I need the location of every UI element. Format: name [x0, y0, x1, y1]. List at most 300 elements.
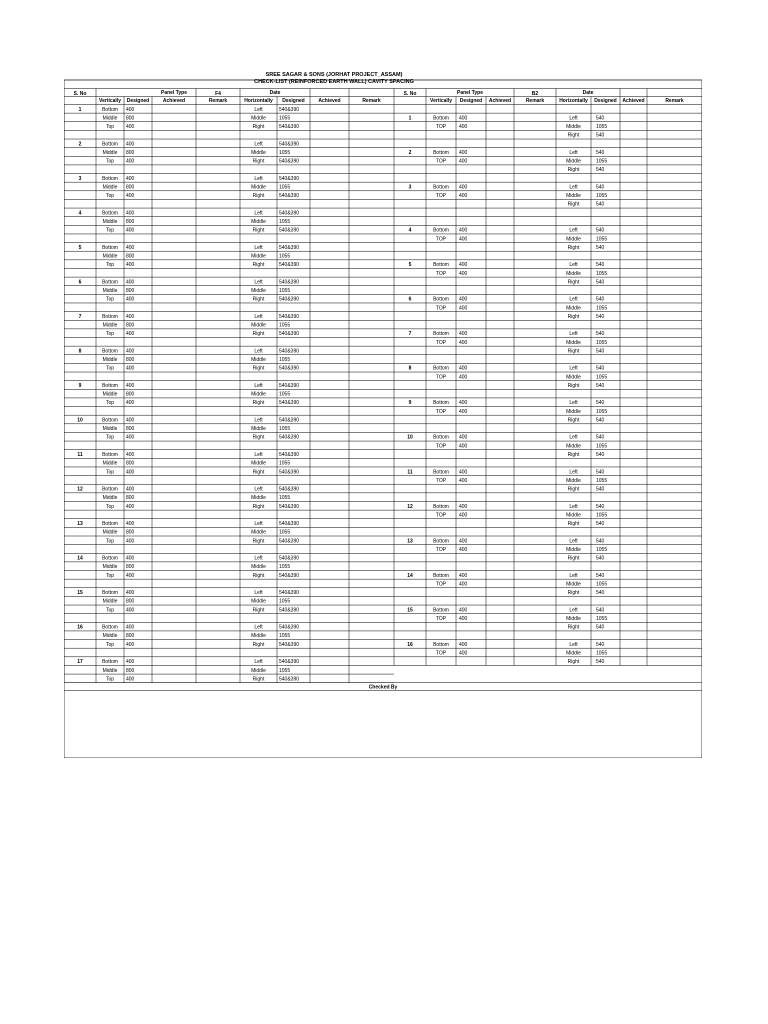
- header-remark: Remark: [665, 98, 684, 104]
- right-designed-value: 400: [459, 641, 468, 648]
- right-vertical-position: TOP: [435, 236, 447, 243]
- header-designed: Designed: [282, 98, 305, 104]
- right-designed-value: 1055: [596, 270, 608, 277]
- right-vertical-position: TOP: [435, 443, 447, 450]
- left-vertical-position: Bottom: [102, 141, 118, 148]
- right-sno: 5: [408, 262, 412, 269]
- left-vertical-position: Top: [105, 469, 115, 476]
- right-sno: 4: [408, 227, 412, 234]
- right-vertical-position: Bottom: [433, 400, 449, 407]
- left-designed-value: 800: [126, 495, 135, 502]
- right-designed-value: 540: [596, 227, 605, 234]
- right-designed-value: 1055: [596, 193, 608, 200]
- right-designed-value: 400: [459, 538, 468, 545]
- right-vertical-position: TOP: [435, 193, 447, 200]
- right-designed-value: 1055: [596, 443, 608, 450]
- left-designed-value: 400: [126, 210, 135, 217]
- left-designed-value: 400: [126, 244, 135, 251]
- right-designed-value: 400: [459, 158, 468, 165]
- left-sno: 17: [77, 659, 83, 666]
- right-sno: 11: [407, 469, 413, 476]
- right-designed-value: 540: [596, 590, 605, 597]
- left-designed-value: 1055: [279, 460, 291, 467]
- left-horizontal-position: Right: [252, 296, 265, 303]
- right-designed-value: 1055: [596, 615, 608, 622]
- left-designed-value: 400: [126, 486, 135, 493]
- left-designed-value: 1055: [279, 357, 291, 364]
- right-designed-value: 400: [459, 270, 468, 277]
- left-designed-value: 1055: [279, 495, 291, 502]
- right-horizontal-position: Right: [567, 348, 580, 355]
- right-horizontal-position: Right: [567, 521, 580, 528]
- checklist-sheet: [64, 70, 702, 758]
- right-designed-value: 540: [596, 132, 605, 139]
- right-vertical-position: TOP: [435, 408, 447, 415]
- left-sno: 12: [77, 486, 83, 493]
- right-designed-value: 540: [596, 201, 605, 208]
- left-horizontal-position: Left: [254, 624, 263, 631]
- right-horizontal-position: Middle: [566, 158, 581, 165]
- right-horizontal-position: Right: [567, 244, 580, 251]
- right-sno: 7: [408, 331, 412, 338]
- right-designed-value: 540: [596, 572, 605, 579]
- left-vertical-position: Bottom: [102, 521, 118, 528]
- right-designed-value: 540: [596, 607, 605, 614]
- left-designed-value: 540&390: [279, 158, 300, 165]
- right-designed-value: 400: [459, 477, 468, 484]
- left-designed-value: 800: [126, 253, 135, 260]
- right-designed-value: 540: [596, 244, 605, 251]
- right-designed-value: 1055: [596, 158, 608, 165]
- right-horizontal-position: Left: [569, 538, 578, 545]
- left-horizontal-position: Right: [252, 124, 265, 131]
- left-vertical-position: Middle: [102, 426, 118, 433]
- right-designed-value: 540: [596, 184, 605, 191]
- left-vertical-position: Bottom: [102, 452, 118, 458]
- left-horizontal-position: Middle: [251, 322, 266, 329]
- left-sno: 15: [77, 590, 83, 597]
- left-vertical-position: Top: [105, 158, 115, 165]
- right-sno: 12: [407, 503, 413, 510]
- left-designed-value: 400: [126, 262, 135, 269]
- left-horizontal-position: Right: [252, 193, 265, 200]
- right-horizontal-position: Left: [569, 227, 578, 234]
- right-designed-value: 1055: [596, 546, 608, 553]
- left-designed-value: 400: [126, 434, 135, 441]
- left-vertical-position: Middle: [102, 667, 118, 674]
- left-horizontal-position: Left: [254, 486, 263, 493]
- header-designed: Designed: [594, 98, 617, 104]
- right-vertical-position: TOP: [435, 339, 447, 346]
- left-designed-value: 400: [126, 365, 135, 372]
- left-designed-value: 540&390: [279, 503, 300, 510]
- left-vertical-position: Middle: [102, 115, 118, 122]
- left-designed-value: 1055: [279, 667, 291, 674]
- right-vertical-position: Bottom: [433, 538, 449, 545]
- left-vertical-position: Bottom: [102, 555, 118, 562]
- right-designed-value: 540: [596, 365, 605, 372]
- right-designed-value: 400: [459, 227, 468, 234]
- right-horizontal-position: Left: [569, 331, 578, 338]
- right-horizontal-position: Right: [567, 313, 580, 320]
- right-horizontal-position: Middle: [566, 339, 581, 346]
- right-horizontal-position: Left: [569, 115, 578, 122]
- right-designed-value: 540: [596, 400, 605, 407]
- left-horizontal-position: Right: [252, 227, 265, 234]
- left-designed-value: 540&390: [279, 641, 300, 648]
- left-designed-value: 800: [126, 357, 135, 364]
- left-designed-value: 400: [126, 313, 135, 320]
- left-designed-value: 540&390: [279, 676, 300, 683]
- right-sno: 1: [408, 115, 412, 122]
- right-vertical-position: Bottom: [433, 469, 449, 476]
- left-sno: 9: [78, 382, 82, 389]
- right-horizontal-position: Middle: [566, 443, 581, 450]
- right-designed-value: 540: [596, 641, 605, 648]
- right-horizontal-position: Middle: [566, 236, 581, 243]
- left-designed-value: 540&390: [279, 469, 300, 476]
- left-designed-value: 400: [126, 417, 135, 424]
- right-horizontal-position: Middle: [566, 581, 581, 588]
- left-vertical-position: Middle: [102, 564, 118, 571]
- left-vertical-position: Middle: [102, 495, 118, 502]
- left-horizontal-position: Middle: [251, 529, 266, 536]
- right-vertical-position: TOP: [435, 615, 447, 622]
- left-designed-value: 800: [126, 115, 135, 122]
- right-designed-value: 400: [459, 305, 468, 312]
- left-vertical-position: Bottom: [102, 244, 118, 251]
- left-horizontal-position: Middle: [251, 564, 266, 571]
- left-sno: 5: [78, 244, 82, 251]
- right-designed-value: 540: [596, 434, 605, 441]
- left-vertical-position: Bottom: [102, 106, 118, 113]
- left-horizontal-position: Middle: [251, 391, 266, 398]
- right-horizontal-position: Left: [569, 469, 578, 476]
- right-designed-value: 400: [459, 434, 468, 441]
- left-vertical-position: Top: [105, 193, 115, 200]
- header-panel-type: Panel Type: [160, 90, 188, 96]
- right-designed-value: 400: [459, 193, 468, 200]
- right-vertical-position: Bottom: [433, 331, 449, 338]
- left-vertical-position: Middle: [102, 633, 118, 640]
- left-vertical-position: Bottom: [102, 486, 118, 493]
- left-designed-value: 540&390: [279, 106, 300, 113]
- left-horizontal-position: Middle: [251, 184, 266, 191]
- left-sno: 7: [78, 313, 82, 320]
- left-designed-value: 540&390: [279, 572, 300, 579]
- left-vertical-position: Bottom: [102, 659, 118, 666]
- left-vertical-position: Bottom: [102, 313, 118, 320]
- right-vertical-position: Bottom: [433, 149, 449, 156]
- right-designed-value: 400: [459, 572, 468, 579]
- left-designed-value: 540&390: [279, 348, 300, 355]
- left-designed-value: 400: [126, 331, 135, 338]
- left-sno: 4: [78, 210, 82, 217]
- left-designed-value: 1055: [279, 391, 291, 398]
- right-vertical-position: TOP: [435, 546, 447, 553]
- left-designed-value: 540&390: [279, 262, 300, 269]
- right-designed-value: 1055: [596, 124, 608, 131]
- right-designed-value: 540: [596, 149, 605, 156]
- left-vertical-position: Top: [105, 124, 115, 131]
- left-designed-value: 1055: [279, 115, 291, 122]
- right-horizontal-position: Right: [567, 452, 580, 458]
- right-sno: 16: [407, 641, 413, 648]
- right-horizontal-position: Left: [569, 434, 578, 441]
- left-designed-value: 400: [126, 659, 135, 666]
- header-remark: Remark: [525, 98, 545, 104]
- left-horizontal-position: Right: [252, 607, 265, 614]
- right-horizontal-position: Right: [567, 624, 580, 631]
- left-designed-value: 400: [126, 296, 135, 303]
- header-designed: Designed: [459, 98, 483, 104]
- left-designed-value: 540&390: [279, 382, 300, 389]
- left-horizontal-position: Left: [254, 348, 263, 355]
- header-panel-type: Panel Type: [456, 90, 484, 96]
- left-horizontal-position: Middle: [251, 495, 266, 502]
- header-sno: S. No: [73, 91, 87, 97]
- left-sno: 11: [77, 452, 83, 458]
- left-designed-value: 800: [126, 633, 135, 640]
- left-vertical-position: Middle: [102, 288, 118, 295]
- left-horizontal-position: Left: [254, 452, 263, 458]
- right-designed-value: 540: [596, 521, 605, 528]
- right-sno: 6: [408, 296, 412, 303]
- right-designed-value: 540: [596, 659, 605, 666]
- left-horizontal-position: Right: [252, 503, 265, 510]
- header-achieved: Achieved: [318, 98, 341, 104]
- left-sno: 2: [78, 141, 82, 148]
- right-vertical-position: TOP: [435, 477, 447, 484]
- right-horizontal-position: Middle: [566, 270, 581, 277]
- right-designed-value: 540: [596, 382, 605, 389]
- left-horizontal-position: Right: [252, 158, 265, 165]
- right-horizontal-position: Left: [569, 641, 578, 648]
- right-sno: 9: [408, 400, 412, 407]
- left-designed-value: 1055: [279, 253, 291, 260]
- left-designed-value: 800: [126, 564, 135, 571]
- left-vertical-position: Bottom: [102, 279, 118, 286]
- right-horizontal-position: Right: [567, 555, 580, 562]
- right-horizontal-position: Middle: [566, 650, 581, 657]
- left-designed-value: 400: [126, 279, 135, 286]
- left-designed-value: 800: [126, 598, 135, 605]
- right-designed-value: 540: [596, 313, 605, 320]
- right-vertical-position: TOP: [435, 158, 447, 165]
- left-designed-value: 1055: [279, 564, 291, 571]
- right-designed-value: 400: [459, 331, 468, 338]
- header-horizontally: Horizontally: [244, 98, 273, 104]
- right-designed-value: 400: [459, 650, 468, 657]
- left-sno: 3: [78, 175, 82, 182]
- left-horizontal-position: Right: [252, 365, 265, 372]
- right-designed-value: 540: [596, 279, 605, 286]
- right-designed-value: 400: [459, 581, 468, 588]
- right-horizontal-position: Left: [569, 572, 578, 579]
- left-vertical-position: Middle: [102, 322, 118, 329]
- left-sno: 6: [78, 279, 82, 286]
- left-sno: 14: [77, 555, 83, 562]
- right-designed-value: 400: [459, 184, 468, 191]
- left-vertical-position: Top: [105, 607, 115, 614]
- right-horizontal-position: Left: [569, 503, 578, 510]
- header-group-f4: F4: [215, 91, 221, 97]
- left-vertical-position: Bottom: [102, 382, 118, 389]
- left-horizontal-position: Middle: [251, 667, 266, 674]
- right-vertical-position: Bottom: [433, 572, 449, 579]
- header-vertically: Vertically: [99, 98, 121, 104]
- left-designed-value: 540&390: [279, 141, 300, 148]
- right-horizontal-position: Left: [569, 262, 578, 269]
- right-vertical-position: Bottom: [433, 296, 449, 303]
- right-horizontal-position: Middle: [566, 512, 581, 519]
- left-designed-value: 540&390: [279, 244, 300, 251]
- left-designed-value: 800: [126, 149, 135, 156]
- right-designed-value: 540: [596, 115, 605, 122]
- right-designed-value: 540: [596, 296, 605, 303]
- left-vertical-position: Middle: [102, 529, 118, 536]
- left-vertical-position: Middle: [102, 598, 118, 605]
- left-horizontal-position: Middle: [251, 115, 266, 122]
- left-designed-value: 540&390: [279, 590, 300, 597]
- left-vertical-position: Bottom: [102, 417, 118, 424]
- left-designed-value: 400: [126, 521, 135, 528]
- header-achieved: Achieved: [488, 98, 512, 104]
- right-designed-value: 1055: [596, 581, 608, 588]
- right-designed-value: 400: [459, 546, 468, 553]
- right-designed-value: 400: [459, 512, 468, 519]
- left-horizontal-position: Left: [254, 141, 263, 148]
- left-horizontal-position: Left: [254, 555, 263, 562]
- right-horizontal-position: Middle: [566, 615, 581, 622]
- right-designed-value: 540: [596, 555, 605, 562]
- header-achieved: Achieved: [162, 98, 186, 104]
- left-vertical-position: Middle: [102, 184, 118, 191]
- right-designed-value: 400: [459, 503, 468, 510]
- left-vertical-position: Top: [105, 434, 115, 441]
- left-vertical-position: Bottom: [102, 624, 118, 631]
- left-sno: 8: [78, 348, 82, 355]
- right-designed-value: 1055: [596, 339, 608, 346]
- left-designed-value: 540&390: [279, 486, 300, 493]
- left-designed-value: 400: [126, 469, 135, 476]
- right-designed-value: 400: [459, 124, 468, 131]
- left-vertical-position: Middle: [102, 460, 118, 467]
- left-vertical-position: Bottom: [102, 348, 118, 355]
- left-horizontal-position: Right: [252, 538, 265, 545]
- right-vertical-position: TOP: [435, 650, 447, 657]
- right-designed-value: 540: [596, 486, 605, 493]
- right-designed-value: 540: [596, 331, 605, 338]
- right-horizontal-position: Right: [567, 590, 580, 597]
- left-designed-value: 540&390: [279, 659, 300, 666]
- left-designed-value: 400: [126, 158, 135, 165]
- left-designed-value: 540&390: [279, 331, 300, 338]
- right-horizontal-position: Left: [569, 184, 578, 191]
- header-remark: Remark: [208, 98, 228, 104]
- right-designed-value: 540: [596, 503, 605, 510]
- left-sno: 13: [77, 521, 83, 528]
- left-designed-value: 1055: [279, 184, 291, 191]
- right-sno: 14: [407, 572, 413, 579]
- left-designed-value: 540&390: [279, 279, 300, 286]
- left-designed-value: 800: [126, 529, 135, 536]
- left-designed-value: 400: [126, 227, 135, 234]
- right-designed-value: 540: [596, 262, 605, 269]
- right-vertical-position: Bottom: [433, 365, 449, 372]
- right-vertical-position: Bottom: [433, 503, 449, 510]
- left-sno: 16: [77, 624, 83, 631]
- left-designed-value: 540&390: [279, 175, 300, 182]
- right-designed-value: 540: [596, 469, 605, 476]
- right-designed-value: 400: [459, 262, 468, 269]
- left-designed-value: 800: [126, 460, 135, 467]
- left-horizontal-position: Middle: [251, 460, 266, 467]
- right-horizontal-position: Middle: [566, 408, 581, 415]
- left-vertical-position: Top: [105, 641, 115, 648]
- header-remark: Remark: [362, 98, 381, 104]
- right-sno: 15: [407, 607, 413, 614]
- left-vertical-position: Top: [105, 676, 115, 683]
- right-horizontal-position: Middle: [566, 546, 581, 553]
- header-achieved: Achieved: [622, 98, 645, 104]
- right-designed-value: 1055: [596, 650, 608, 657]
- sheet-subtitle: CHECK-LIST (REINFORCED EARTH WALL) CAVITY SPACING: [254, 79, 414, 85]
- left-horizontal-position: Middle: [251, 598, 266, 605]
- right-designed-value: 400: [459, 236, 468, 243]
- left-horizontal-position: Right: [252, 641, 265, 648]
- left-designed-value: 400: [126, 503, 135, 510]
- header-horizontally: Horizontally: [559, 98, 588, 104]
- left-designed-value: 540&390: [279, 227, 300, 234]
- left-designed-value: 540&390: [279, 434, 300, 441]
- left-horizontal-position: Middle: [251, 633, 266, 640]
- left-designed-value: 1055: [279, 633, 291, 640]
- right-designed-value: 400: [459, 400, 468, 407]
- left-sno: 1: [78, 106, 82, 113]
- right-horizontal-position: Middle: [566, 374, 581, 381]
- right-designed-value: 540: [596, 167, 605, 174]
- right-horizontal-position: Right: [567, 486, 580, 493]
- left-horizontal-position: Left: [254, 106, 263, 113]
- left-designed-value: 400: [126, 175, 135, 182]
- right-horizontal-position: Left: [569, 365, 578, 372]
- left-horizontal-position: Left: [254, 590, 263, 597]
- left-horizontal-position: Middle: [251, 253, 266, 260]
- left-designed-value: 400: [126, 607, 135, 614]
- left-horizontal-position: Left: [254, 382, 263, 389]
- right-designed-value: 540: [596, 624, 605, 631]
- header-group-b2: B2: [531, 91, 539, 97]
- left-vertical-position: Bottom: [102, 175, 118, 182]
- right-designed-value: 1055: [596, 408, 608, 415]
- left-designed-value: 800: [126, 391, 135, 398]
- right-vertical-position: TOP: [435, 374, 447, 381]
- left-designed-value: 540&390: [279, 521, 300, 528]
- left-designed-value: 540&390: [279, 607, 300, 614]
- left-designed-value: 540&390: [279, 538, 300, 545]
- left-vertical-position: Top: [105, 331, 115, 338]
- right-designed-value: 400: [459, 296, 468, 303]
- left-designed-value: 400: [126, 382, 135, 389]
- right-designed-value: 400: [459, 149, 468, 156]
- header-designed: Designed: [126, 98, 150, 104]
- left-designed-value: 800: [126, 218, 135, 225]
- left-horizontal-position: Right: [252, 434, 265, 441]
- left-vertical-position: Top: [105, 262, 115, 269]
- left-designed-value: 540&390: [279, 555, 300, 562]
- header-vertically: Vertically: [430, 98, 452, 104]
